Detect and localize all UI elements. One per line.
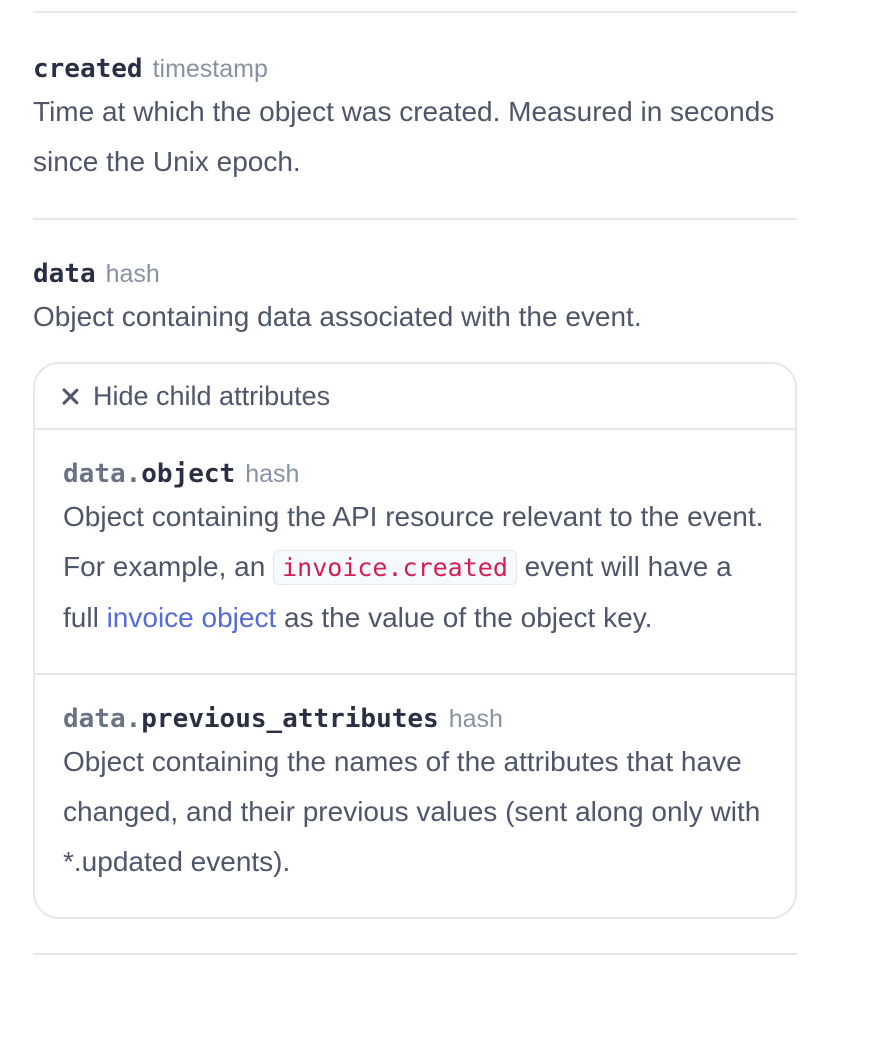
attribute-prefix: data. — [63, 459, 142, 489]
attribute-key: previous_attributes — [141, 704, 439, 734]
child-attributes-panel — [33, 362, 797, 919]
child-attribute-description: Object containing the names of the attributes that have changed, and their previous values (sent along only with *.updated events). — [63, 746, 761, 877]
attribute-type: hash — [105, 260, 160, 288]
attribute-key: object — [141, 459, 236, 489]
description-text: as the value of the object key. — [276, 602, 653, 633]
child-attribute-type: hash — [245, 460, 300, 488]
invoice-object-link[interactable]: invoice object — [106, 602, 277, 633]
divider — [33, 11, 797, 13]
attribute-name: data — [33, 259, 96, 289]
hide-child-attributes-button[interactable] — [35, 364, 795, 430]
attribute-description: Time at which the object was created. Measured in seconds since the Unix epoch. — [33, 96, 775, 177]
attribute-description: Object containing data associated with the event. — [33, 301, 642, 332]
inline-code: invoice.created — [273, 550, 517, 585]
description-text: Object containing the API resource relevant to the event. For example, an — [63, 501, 764, 582]
attribute-type: timestamp — [152, 55, 268, 83]
attribute-data — [33, 258, 797, 919]
child-attribute-object — [35, 430, 795, 673]
child-attribute-header — [63, 458, 767, 490]
child-attribute-previous-attributes — [35, 673, 795, 917]
child-attribute-description — [63, 492, 767, 643]
attributes-list — [33, 0, 797, 955]
attribute-name: created — [33, 54, 143, 84]
toggle-label: Hide child attributes — [93, 380, 331, 411]
child-attribute-name — [63, 703, 439, 735]
child-attribute-header — [63, 703, 767, 735]
divider — [33, 953, 797, 955]
child-attribute-type: hash — [448, 705, 503, 733]
description-text: event will have a full — [63, 551, 732, 633]
close-icon — [61, 387, 79, 405]
child-attribute-name — [63, 458, 235, 490]
attribute-header — [33, 53, 797, 85]
attribute-prefix: data. — [63, 704, 142, 734]
attribute-header — [33, 258, 797, 290]
attribute-created — [33, 53, 797, 187]
divider — [33, 218, 797, 220]
